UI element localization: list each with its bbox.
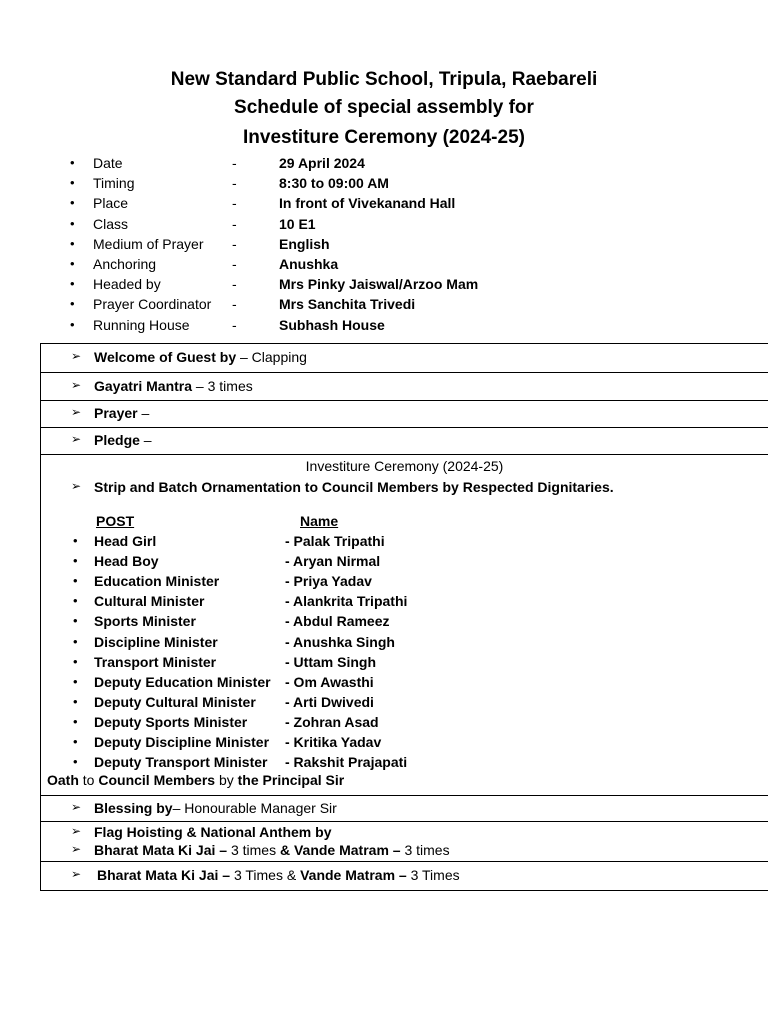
bullet-icon: • <box>70 175 75 191</box>
schedule-heading: Schedule of special assembly for <box>234 97 534 118</box>
member-post: Deputy Sports Minister <box>94 713 248 730</box>
details-list <box>70 153 690 335</box>
bullet-icon: • <box>70 316 75 332</box>
detail-label: Place <box>93 195 129 212</box>
member-row <box>41 632 768 652</box>
detail-dash: - <box>232 316 237 333</box>
bullet-icon: • <box>70 215 75 231</box>
ceremony-heading: Investiture Ceremony (2024-25) <box>243 127 525 148</box>
member-name: - Priya Yadav <box>285 573 372 590</box>
detail-value: Anushka <box>279 255 339 272</box>
member-row <box>41 692 768 712</box>
detail-label: Class <box>93 215 129 232</box>
member-row <box>41 591 768 611</box>
member-post: Transport Minister <box>94 653 217 670</box>
flag-hoisting-row: ➢ Flag Hoisting & National Anthem by ➢ Bharat Mata Ki Jai – 3 times & Vande Matram – 3 times <box>41 822 768 862</box>
detail-value: 8:30 to 09:00 AM <box>279 175 389 192</box>
program-table <box>40 343 768 891</box>
member-post: Discipline Minister <box>94 633 218 650</box>
investiture-row <box>41 455 768 796</box>
arrow-icon: ➢ <box>71 479 82 493</box>
member-row <box>41 551 768 571</box>
member-post: Head Boy <box>94 553 159 570</box>
member-post: Deputy Education Minister <box>94 673 271 690</box>
bullet-icon: • <box>73 613 78 629</box>
flag-text: Flag Hoisting & National Anthem by <box>94 824 332 840</box>
member-name: - Uttam Singh <box>285 653 376 670</box>
detail-label: Timing <box>93 175 135 192</box>
member-post: Deputy Transport Minister <box>94 754 268 771</box>
member-row <box>41 712 768 732</box>
bullet-icon: • <box>73 633 78 649</box>
detail-row <box>70 274 690 294</box>
detail-value: Mrs Pinky Jaiswal/Arzoo Mam <box>279 276 479 293</box>
detail-label: Prayer Coordinator <box>93 296 212 313</box>
detail-label: Headed by <box>93 276 161 293</box>
bullet-icon: • <box>73 673 78 689</box>
detail-label: Running House <box>93 316 190 333</box>
bullet-icon: • <box>70 235 75 251</box>
oath-line: Oath to Council Members by the Principal Sir <box>47 772 345 788</box>
member-name: - Arti Dwivedi <box>285 693 374 710</box>
detail-row <box>70 234 690 254</box>
bullet-icon: • <box>70 255 75 271</box>
bullet-icon: • <box>73 573 78 589</box>
member-name: - Alankrita Tripathi <box>285 593 408 610</box>
bullet-icon: • <box>73 754 78 770</box>
member-post: Deputy Cultural Minister <box>94 693 256 710</box>
arrow-icon: ➢ <box>71 800 82 814</box>
arrow-icon: ➢ <box>71 867 82 881</box>
arrow-icon: ➢ <box>71 432 82 446</box>
detail-row <box>70 214 690 234</box>
member-name: - Anushka Singh <box>285 633 395 650</box>
member-post: Sports Minister <box>94 613 196 630</box>
bullet-icon: • <box>73 533 78 548</box>
prayer-row: ➢ Prayer – <box>41 401 768 428</box>
welcome-row: ➢ Welcome of Guest by – Clapping <box>41 344 768 373</box>
strip-text: Strip and Batch Ornamentation to Council Members by Respected Dignitaries. <box>94 479 614 495</box>
arrow-icon: ➢ <box>71 405 82 419</box>
detail-label: Date <box>93 155 123 171</box>
detail-dash: - <box>232 155 237 171</box>
detail-value: English <box>279 235 330 252</box>
member-name: - Abdul Rameez <box>285 613 390 630</box>
detail-row <box>70 315 690 335</box>
detail-value: Subhash House <box>279 316 385 333</box>
detail-value: 29 April 2024 <box>279 155 365 171</box>
member-name: - Om Awasthi <box>285 673 374 690</box>
bullet-icon: • <box>73 653 78 669</box>
school-name-heading: New Standard Public School, Tripula, Raebareli <box>170 69 598 90</box>
bullet-icon: • <box>73 713 78 729</box>
bullet-icon: • <box>73 693 78 709</box>
member-name: - Kritika Yadav <box>285 734 382 750</box>
member-row <box>41 571 768 591</box>
member-name: - Rakshit Prajapati <box>285 754 408 771</box>
detail-dash: - <box>232 195 237 212</box>
member-row <box>41 672 768 692</box>
member-row <box>41 611 768 631</box>
post-column-header: POST <box>96 513 135 529</box>
pledge-row: ➢ Pledge – <box>41 428 768 455</box>
arrow-icon: ➢ <box>71 378 82 392</box>
member-row <box>41 652 768 672</box>
member-name: - Aryan Nirmal <box>285 553 381 570</box>
detail-dash: - <box>232 175 237 192</box>
detail-dash: - <box>232 296 237 313</box>
bullet-icon: • <box>70 276 75 292</box>
detail-row <box>70 193 690 213</box>
member-name: - Zohran Asad <box>285 713 379 730</box>
member-post: Deputy Discipline Minister <box>94 734 270 750</box>
detail-value: 10 E1 <box>279 215 316 232</box>
member-row <box>41 531 768 551</box>
member-post: Cultural Minister <box>94 593 205 610</box>
detail-row <box>70 294 690 314</box>
detail-label: Medium of Prayer <box>93 235 204 252</box>
bullet-icon: • <box>73 593 78 609</box>
arrow-icon: ➢ <box>71 349 82 363</box>
detail-dash: - <box>232 235 237 252</box>
detail-dash: - <box>232 215 237 232</box>
member-post: Head Girl <box>94 533 157 549</box>
arrow-icon: ➢ <box>71 824 82 838</box>
blessing-row: ➢ Blessing by– Honourable Manager Sir <box>41 796 768 822</box>
name-column-header: Name <box>300 513 339 529</box>
detail-dash: - <box>232 276 237 293</box>
member-row <box>41 732 768 752</box>
bullet-icon: • <box>73 553 78 569</box>
detail-label: Anchoring <box>93 255 157 272</box>
bullet-icon: • <box>73 734 78 749</box>
arrow-icon: ➢ <box>71 842 82 856</box>
detail-row <box>70 153 690 173</box>
bullet-icon: • <box>70 296 75 312</box>
bullet-icon: • <box>70 155 75 170</box>
detail-row <box>70 173 690 193</box>
detail-value: In front of Vivekanand Hall <box>279 195 456 212</box>
detail-row <box>70 254 690 274</box>
detail-value: Mrs Sanchita Trivedi <box>279 296 416 313</box>
detail-dash: - <box>232 255 237 272</box>
closing-row: ➢ Bharat Mata Ki Jai – 3 Times & Vande Matram – 3 Times <box>71 867 460 883</box>
member-post: Education Minister <box>94 573 220 590</box>
member-row <box>41 752 768 772</box>
member-name: - Palak Tripathi <box>285 533 385 549</box>
gayatri-row: ➢ Gayatri Mantra – 3 times <box>41 373 768 401</box>
investiture-title: Investiture Ceremony (2024-25) <box>305 458 504 474</box>
bullet-icon: • <box>70 195 75 211</box>
